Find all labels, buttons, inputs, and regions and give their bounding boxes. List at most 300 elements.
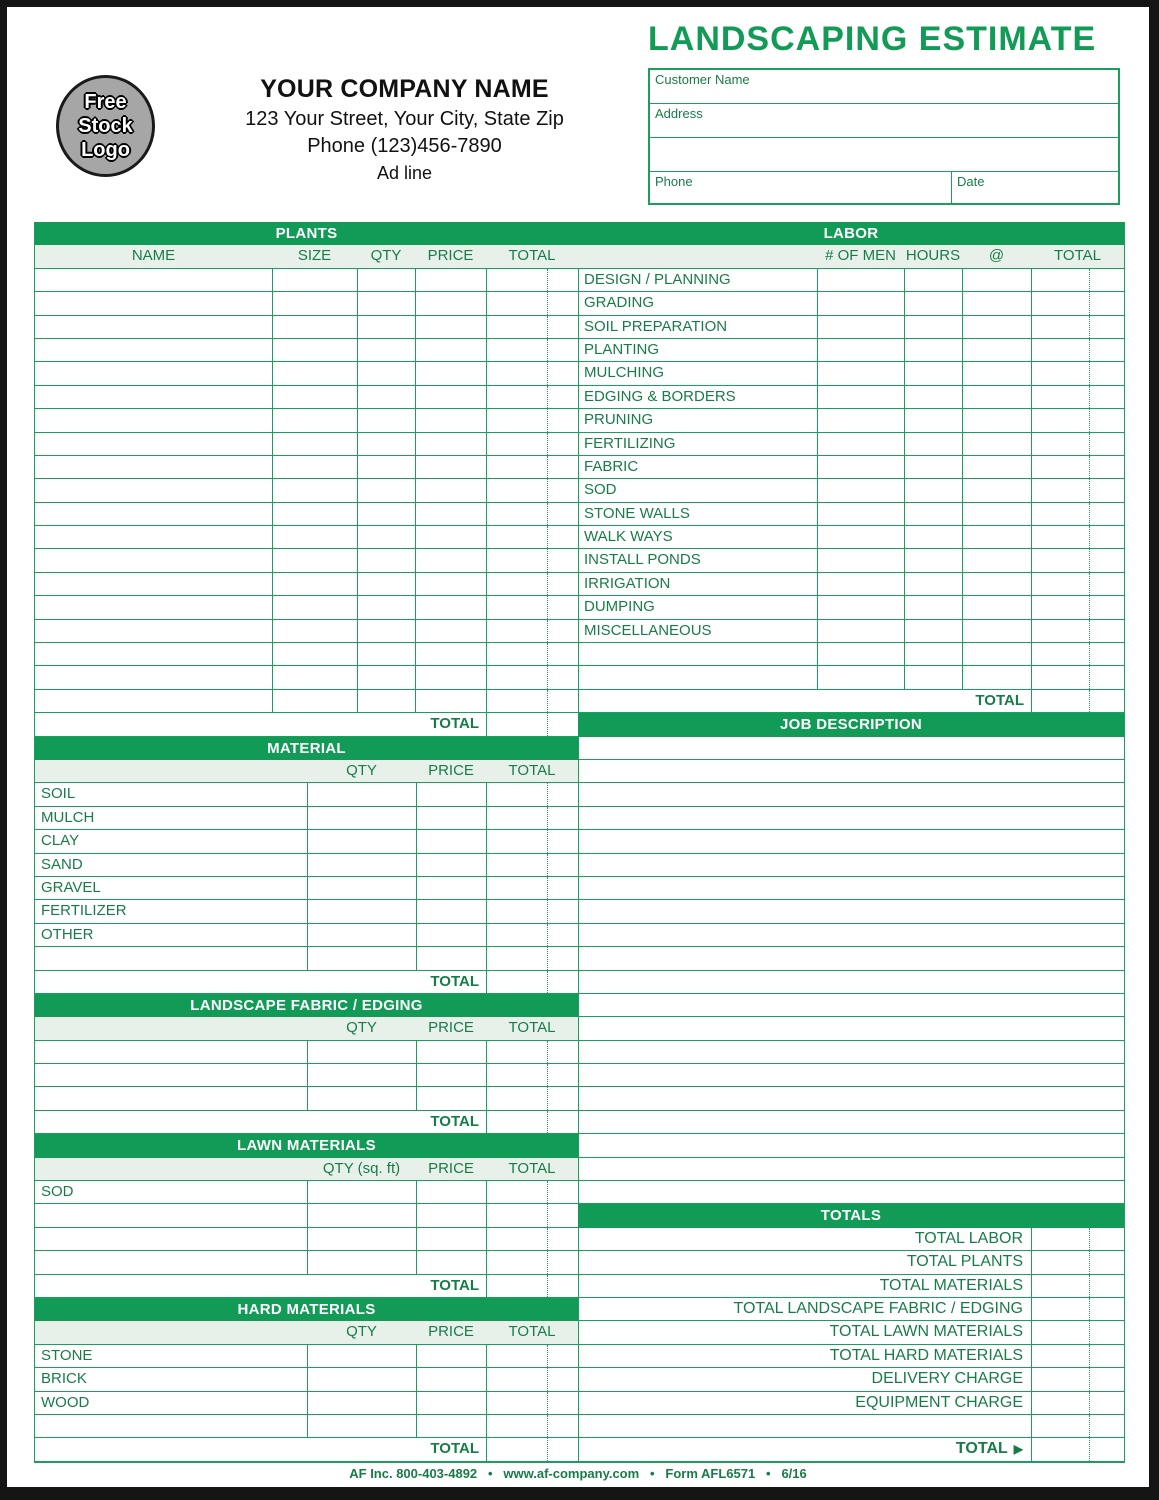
material-price-cell[interactable] <box>416 830 486 852</box>
plant-size-cell[interactable] <box>272 362 357 384</box>
plant-price-cell[interactable] <box>415 456 486 478</box>
lawn-qty-cell[interactable] <box>307 1251 416 1273</box>
material-price-cell[interactable] <box>416 783 486 805</box>
material-header-spacer <box>35 760 307 782</box>
plant-price-cell[interactable] <box>415 269 486 291</box>
labor-task-label: SOIL PREPARATION <box>584 317 728 335</box>
hard-total-cell[interactable] <box>486 1392 578 1414</box>
fabric-price-cell[interactable] <box>416 1064 486 1086</box>
labor-rate-cell[interactable] <box>962 386 1031 408</box>
plant-qty-cell[interactable] <box>357 479 415 501</box>
material-qty-cell[interactable] <box>307 854 416 876</box>
labor-rate-cell[interactable] <box>962 292 1031 314</box>
plant-qty-cell[interactable] <box>357 573 415 595</box>
labor-hours-cell[interactable] <box>904 269 962 291</box>
hard-total-cell[interactable] <box>486 1368 578 1390</box>
job-description-line[interactable] <box>578 854 1124 877</box>
labor-total-cell[interactable] <box>1031 316 1124 338</box>
fabric-total-cell[interactable] <box>486 1111 578 1133</box>
hard-price-cell[interactable] <box>416 1368 486 1390</box>
labor-men-cell[interactable] <box>817 573 904 595</box>
plant-size-cell[interactable] <box>272 690 357 712</box>
job-description-line[interactable] <box>578 807 1124 830</box>
job-description-line[interactable] <box>578 1087 1124 1110</box>
hard-total-cell[interactable] <box>486 1438 578 1460</box>
labor-total-cell[interactable] <box>1031 339 1124 361</box>
hard-qty-cell[interactable] <box>307 1368 416 1390</box>
hard-qty-cell[interactable] <box>307 1345 416 1367</box>
plant-total-cell[interactable] <box>486 503 578 525</box>
job-description-line[interactable] <box>578 1134 1124 1157</box>
plants-header-size: SIZE <box>297 247 332 265</box>
plant-qty-cell[interactable] <box>357 292 415 314</box>
labor-rate-cell[interactable] <box>962 573 1031 595</box>
plant-price-cell[interactable] <box>415 386 486 408</box>
material-price-cell[interactable] <box>416 807 486 829</box>
material-price-cell[interactable] <box>416 924 486 946</box>
material-price-cell[interactable] <box>416 947 486 969</box>
hard-name-label: WOOD <box>41 1393 90 1411</box>
labor-rate-cell[interactable] <box>962 596 1031 618</box>
job-description-line[interactable] <box>578 1064 1124 1087</box>
labor-total-cell[interactable] <box>1031 666 1124 688</box>
labor-hours-cell[interactable] <box>904 479 962 501</box>
customer-name-field[interactable] <box>650 70 1118 104</box>
plant-size-cell[interactable] <box>272 316 357 338</box>
fabric-qty-cell[interactable] <box>307 1064 416 1086</box>
plant-price-cell[interactable] <box>415 503 486 525</box>
phone-field[interactable] <box>650 172 952 203</box>
lawn-name-label <box>35 1204 307 1226</box>
labor-rate-cell[interactable] <box>962 620 1031 642</box>
labor-total-cell[interactable] <box>1031 269 1124 291</box>
labor-total-cell[interactable] <box>1031 573 1124 595</box>
labor-hours-cell[interactable] <box>904 316 962 338</box>
cents-divider <box>547 433 548 455</box>
plant-total-cell[interactable] <box>486 596 578 618</box>
labor-men-cell[interactable] <box>817 292 904 314</box>
lawn-price-cell[interactable] <box>416 1204 486 1226</box>
plant-size-cell[interactable] <box>272 269 357 291</box>
lawn-price-cell[interactable] <box>416 1251 486 1273</box>
plant-total-cell[interactable] <box>486 433 578 455</box>
plant-total-cell[interactable] <box>486 339 578 361</box>
cents-divider <box>547 1345 548 1367</box>
plant-name-cell[interactable] <box>35 409 272 431</box>
totals-value-cell[interactable] <box>1031 1321 1124 1343</box>
totals-value-cell[interactable] <box>1031 1415 1124 1437</box>
fabric-qty-cell[interactable] <box>307 1087 416 1109</box>
material-price-cell[interactable] <box>416 900 486 922</box>
plant-total-cell[interactable] <box>486 362 578 384</box>
material-total-cell[interactable] <box>486 900 578 922</box>
plant-qty-cell[interactable] <box>357 433 415 455</box>
hard-price-cell[interactable] <box>416 1345 486 1367</box>
grand-total-row <box>578 1438 1124 1461</box>
plant-total-cell[interactable] <box>486 690 578 712</box>
plant-name-cell[interactable] <box>35 479 272 501</box>
plant-price-cell[interactable] <box>415 292 486 314</box>
labor-hours-cell[interactable] <box>904 526 962 548</box>
labor-total-cell[interactable] <box>1031 596 1124 618</box>
labor-hours-cell[interactable] <box>904 386 962 408</box>
lawn-row <box>35 1181 578 1204</box>
job-description-line[interactable] <box>578 1041 1124 1064</box>
labor-hours-cell[interactable] <box>904 503 962 525</box>
plant-name-cell[interactable] <box>35 690 272 712</box>
plant-name-cell[interactable] <box>35 269 272 291</box>
lawn-qty-cell[interactable] <box>307 1204 416 1226</box>
lawn-total-cell[interactable] <box>486 1181 578 1203</box>
labor-rate-cell[interactable] <box>962 549 1031 571</box>
labor-hours-cell[interactable] <box>904 409 962 431</box>
plant-qty-cell[interactable] <box>357 269 415 291</box>
material-total-cell[interactable] <box>486 971 578 993</box>
job-description-line[interactable] <box>578 947 1124 970</box>
labor-hours-cell[interactable] <box>904 549 962 571</box>
job-description-line[interactable] <box>578 1181 1124 1204</box>
material-row <box>35 854 578 877</box>
plant-size-cell[interactable] <box>272 479 357 501</box>
plant-name-cell[interactable] <box>35 549 272 571</box>
material-price-cell[interactable] <box>416 877 486 899</box>
plant-price-cell[interactable] <box>415 620 486 642</box>
lawn-qty-cell[interactable] <box>307 1181 416 1203</box>
labor-task-label: EDGING & BORDERS <box>584 387 736 405</box>
labor-men-cell[interactable] <box>817 643 904 665</box>
labor-row <box>578 409 1124 432</box>
fabric-total-cell[interactable] <box>486 1087 578 1109</box>
plant-total-cell[interactable] <box>486 269 578 291</box>
plant-total-cell[interactable] <box>486 316 578 338</box>
labor-total-cell[interactable] <box>1031 479 1124 501</box>
hard-qty-cell[interactable] <box>307 1392 416 1414</box>
plant-total-cell[interactable] <box>486 456 578 478</box>
labor-hours-cell[interactable] <box>904 643 962 665</box>
job-description-line[interactable] <box>578 924 1124 947</box>
material-qty-cell[interactable] <box>307 877 416 899</box>
labor-rate-cell[interactable] <box>962 362 1031 384</box>
plant-price-cell[interactable] <box>415 643 486 665</box>
labor-rate-cell[interactable] <box>962 269 1031 291</box>
labor-total-cell[interactable] <box>1031 643 1124 665</box>
labor-hours-cell[interactable] <box>904 339 962 361</box>
labor-men-cell[interactable] <box>817 549 904 571</box>
job-description-line[interactable] <box>578 760 1124 783</box>
plant-total-cell[interactable] <box>486 620 578 642</box>
plant-name-cell[interactable] <box>35 339 272 361</box>
job-description-line[interactable] <box>578 900 1124 923</box>
plant-price-cell[interactable] <box>415 573 486 595</box>
phone-label: Phone <box>655 174 693 189</box>
labor-men-cell[interactable] <box>817 362 904 384</box>
plant-price-cell[interactable] <box>415 666 486 688</box>
material-qty-cell[interactable] <box>307 947 416 969</box>
labor-hours-cell[interactable] <box>904 456 962 478</box>
plant-size-cell[interactable] <box>272 596 357 618</box>
fabric-total-cell[interactable] <box>486 1041 578 1063</box>
material-qty-cell[interactable] <box>307 807 416 829</box>
plant-size-cell[interactable] <box>272 666 357 688</box>
plant-size-cell[interactable] <box>272 573 357 595</box>
plant-name-cell[interactable] <box>35 386 272 408</box>
plant-price-cell[interactable] <box>415 362 486 384</box>
lawn-total-cell[interactable] <box>486 1228 578 1250</box>
job-description-line[interactable] <box>578 971 1124 994</box>
labor-rate-cell[interactable] <box>962 316 1031 338</box>
lawn-total-cell[interactable] <box>486 1275 578 1297</box>
fabric-price-cell[interactable] <box>416 1041 486 1063</box>
cents-divider <box>547 596 548 618</box>
plant-total-cell[interactable] <box>486 526 578 548</box>
hard-total-cell[interactable] <box>486 1415 578 1437</box>
lawn-price-cell[interactable] <box>416 1228 486 1250</box>
material-total-cell[interactable] <box>486 807 578 829</box>
plant-size-cell[interactable] <box>272 526 357 548</box>
material-qty-cell[interactable] <box>307 900 416 922</box>
plant-size-cell[interactable] <box>272 409 357 431</box>
company-info <box>177 75 632 184</box>
job-description-line[interactable] <box>578 737 1124 760</box>
material-total-cell[interactable] <box>486 854 578 876</box>
material-total-cell[interactable] <box>486 877 578 899</box>
material-column-headers <box>35 760 578 783</box>
plant-price-cell[interactable] <box>415 339 486 361</box>
hard-price-cell[interactable] <box>416 1392 486 1414</box>
plant-size-cell[interactable] <box>272 549 357 571</box>
labor-rate-cell[interactable] <box>962 666 1031 688</box>
labor-men-cell[interactable] <box>817 620 904 642</box>
plant-name-cell[interactable] <box>35 292 272 314</box>
plant-price-cell[interactable] <box>415 549 486 571</box>
totals-value-cell[interactable] <box>1031 1275 1124 1297</box>
plant-name-cell[interactable] <box>35 573 272 595</box>
plant-name-cell[interactable] <box>35 362 272 384</box>
plants-section-header: PLANTS <box>35 222 578 245</box>
labor-men-cell[interactable] <box>817 456 904 478</box>
hard-price-cell[interactable] <box>416 1415 486 1437</box>
totals-value-cell[interactable] <box>1031 1298 1124 1320</box>
hard-total-cell[interactable] <box>486 1345 578 1367</box>
plant-total-cell[interactable] <box>486 549 578 571</box>
material-price-cell[interactable] <box>416 854 486 876</box>
labor-men-cell[interactable] <box>817 386 904 408</box>
phone-date-row <box>650 172 1118 203</box>
date-field[interactable] <box>952 172 1118 203</box>
plant-size-cell[interactable] <box>272 292 357 314</box>
plants-row <box>35 269 578 292</box>
plant-size-cell[interactable] <box>272 503 357 525</box>
plant-qty-cell[interactable] <box>357 526 415 548</box>
plant-total-cell[interactable] <box>486 643 578 665</box>
labor-rate-cell[interactable] <box>962 526 1031 548</box>
plant-qty-cell[interactable] <box>357 339 415 361</box>
plant-size-cell[interactable] <box>272 643 357 665</box>
labor-total-cell[interactable] <box>1031 690 1124 712</box>
labor-total-cell[interactable] <box>1031 409 1124 431</box>
labor-hours-cell[interactable] <box>904 292 962 314</box>
cents-divider <box>1089 316 1090 338</box>
totals-value-cell[interactable] <box>1031 1392 1124 1414</box>
labor-total-cell[interactable] <box>1031 386 1124 408</box>
labor-hours-cell[interactable] <box>904 620 962 642</box>
labor-hours-cell[interactable] <box>904 433 962 455</box>
labor-men-cell[interactable] <box>817 433 904 455</box>
hard-total-label: TOTAL <box>430 1440 479 1458</box>
plant-total-cell[interactable] <box>486 386 578 408</box>
labor-hours-cell[interactable] <box>904 666 962 688</box>
right-column <box>578 222 1125 1463</box>
plant-size-cell[interactable] <box>272 339 357 361</box>
totals-value-cell[interactable] <box>1031 1345 1124 1367</box>
lawn-qty-cell[interactable] <box>307 1228 416 1250</box>
plant-qty-cell[interactable] <box>357 643 415 665</box>
material-total-cell[interactable] <box>486 924 578 946</box>
plant-name-cell[interactable] <box>35 433 272 455</box>
labor-rate-cell[interactable] <box>962 339 1031 361</box>
plant-total-cell[interactable] <box>486 573 578 595</box>
logo-line: Stock <box>78 115 133 137</box>
labor-total-cell[interactable] <box>1031 503 1124 525</box>
labor-rate-cell[interactable] <box>962 479 1031 501</box>
labor-men-cell[interactable] <box>817 479 904 501</box>
plant-name-cell[interactable] <box>35 456 272 478</box>
plants-total-cell[interactable] <box>486 713 578 735</box>
plant-qty-cell[interactable] <box>357 456 415 478</box>
labor-rate-cell[interactable] <box>962 643 1031 665</box>
labor-header-men: # OF MEN <box>825 247 896 265</box>
cents-divider <box>547 1111 548 1133</box>
plant-total-cell[interactable] <box>486 409 578 431</box>
job-description-line[interactable] <box>578 1017 1124 1040</box>
plant-qty-cell[interactable] <box>357 596 415 618</box>
labor-men-cell[interactable] <box>817 339 904 361</box>
job-description-line[interactable] <box>578 877 1124 900</box>
plant-size-cell[interactable] <box>272 386 357 408</box>
plant-name-cell[interactable] <box>35 666 272 688</box>
grand-total-value-cell[interactable] <box>1031 1438 1124 1460</box>
cents-divider <box>1089 1345 1090 1367</box>
plant-qty-cell[interactable] <box>357 386 415 408</box>
plant-qty-cell[interactable] <box>357 666 415 688</box>
labor-total-cell[interactable] <box>1031 456 1124 478</box>
labor-men-cell[interactable] <box>817 409 904 431</box>
address-field-line2[interactable] <box>650 138 1118 172</box>
address-field[interactable] <box>650 104 1118 138</box>
job-description-line[interactable] <box>578 830 1124 853</box>
material-qty-cell[interactable] <box>307 783 416 805</box>
labor-rate-cell[interactable] <box>962 409 1031 431</box>
plant-name-cell[interactable] <box>35 596 272 618</box>
fabric-qty-cell[interactable] <box>307 1041 416 1063</box>
job-description-line[interactable] <box>578 783 1124 806</box>
plant-name-cell[interactable] <box>35 526 272 548</box>
labor-men-cell[interactable] <box>817 666 904 688</box>
plant-price-cell[interactable] <box>415 316 486 338</box>
labor-men-cell[interactable] <box>817 526 904 548</box>
material-qty-cell[interactable] <box>307 924 416 946</box>
plant-price-cell[interactable] <box>415 596 486 618</box>
totals-value-cell[interactable] <box>1031 1251 1124 1273</box>
plant-price-cell[interactable] <box>415 409 486 431</box>
material-qty-cell[interactable] <box>307 830 416 852</box>
lawn-total-cell[interactable] <box>486 1251 578 1273</box>
lawn-total-cell[interactable] <box>486 1204 578 1226</box>
material-section-header: MATERIAL <box>35 737 578 760</box>
plant-name-cell[interactable] <box>35 643 272 665</box>
totals-row-label: TOTAL HARD MATERIALS <box>829 1346 1023 1364</box>
material-total-cell[interactable] <box>486 947 578 969</box>
labor-rate-cell[interactable] <box>962 503 1031 525</box>
plant-price-cell[interactable] <box>415 526 486 548</box>
plant-total-cell[interactable] <box>486 479 578 501</box>
fabric-row <box>35 1041 578 1064</box>
job-description-line[interactable] <box>578 1158 1124 1181</box>
plant-name-cell[interactable] <box>35 503 272 525</box>
labor-task-label: SOD <box>584 481 617 499</box>
labor-rate-cell[interactable] <box>962 456 1031 478</box>
plant-total-cell[interactable] <box>486 666 578 688</box>
labor-men-cell[interactable] <box>817 503 904 525</box>
labor-men-cell[interactable] <box>817 269 904 291</box>
labor-rate-cell[interactable] <box>962 433 1031 455</box>
plant-price-cell[interactable] <box>415 479 486 501</box>
plant-name-cell[interactable] <box>35 620 272 642</box>
plant-qty-cell[interactable] <box>357 362 415 384</box>
cents-divider <box>547 1041 548 1063</box>
totals-value-cell[interactable] <box>1031 1228 1124 1250</box>
totals-value-cell[interactable] <box>1031 1368 1124 1390</box>
plant-price-cell[interactable] <box>415 433 486 455</box>
plant-size-cell[interactable] <box>272 433 357 455</box>
job-description-line[interactable] <box>578 1111 1124 1134</box>
material-total-cell[interactable] <box>486 830 578 852</box>
labor-men-cell[interactable] <box>817 596 904 618</box>
hard-qty-cell[interactable] <box>307 1415 416 1437</box>
labor-men-cell[interactable] <box>817 316 904 338</box>
plant-qty-cell[interactable] <box>357 503 415 525</box>
fabric-price-cell[interactable] <box>416 1087 486 1109</box>
labor-hours-cell[interactable] <box>904 362 962 384</box>
plant-qty-cell[interactable] <box>357 549 415 571</box>
labor-row <box>578 292 1124 315</box>
material-total-cell[interactable] <box>486 783 578 805</box>
job-description-line[interactable] <box>578 994 1124 1017</box>
plant-qty-cell[interactable] <box>357 316 415 338</box>
plant-size-cell[interactable] <box>272 620 357 642</box>
labor-hours-cell[interactable] <box>904 596 962 618</box>
plant-total-cell[interactable] <box>486 292 578 314</box>
lawn-price-cell[interactable] <box>416 1181 486 1203</box>
plant-qty-cell[interactable] <box>357 409 415 431</box>
fabric-header-qty: QTY <box>346 1019 377 1037</box>
fabric-total-cell[interactable] <box>486 1064 578 1086</box>
plant-price-cell[interactable] <box>415 690 486 712</box>
labor-total-cell[interactable] <box>1031 362 1124 384</box>
labor-total-cell[interactable] <box>1031 292 1124 314</box>
labor-row <box>578 596 1124 619</box>
plant-qty-cell[interactable] <box>357 620 415 642</box>
labor-hours-cell[interactable] <box>904 573 962 595</box>
labor-total-cell[interactable] <box>1031 549 1124 571</box>
plant-size-cell[interactable] <box>272 456 357 478</box>
labor-total-cell[interactable] <box>1031 433 1124 455</box>
labor-total-cell[interactable] <box>1031 620 1124 642</box>
plant-name-cell[interactable] <box>35 316 272 338</box>
plant-qty-cell[interactable] <box>357 690 415 712</box>
material-name-label: SOIL <box>41 785 76 803</box>
labor-total-cell[interactable] <box>1031 526 1124 548</box>
